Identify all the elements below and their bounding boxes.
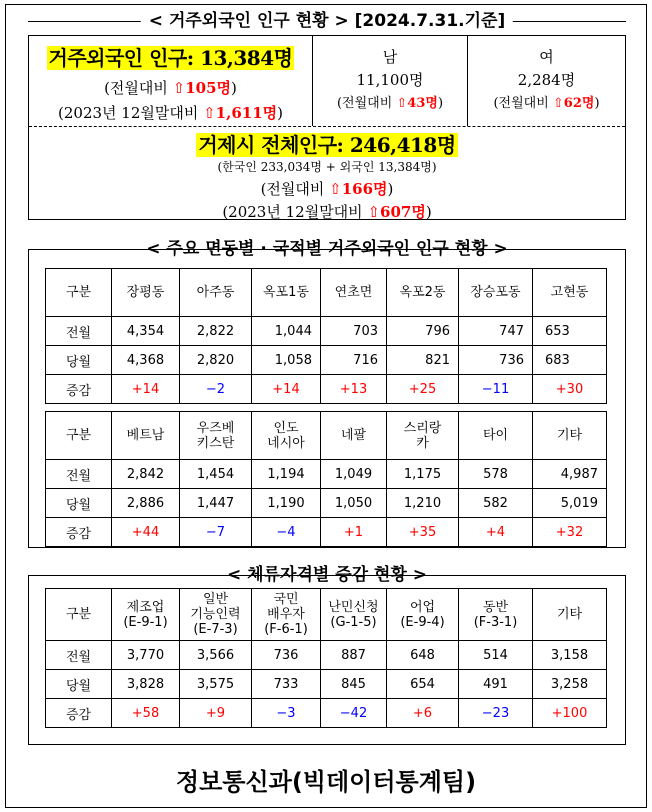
nationality-population-table (45, 411, 607, 547)
table-cell: 1,049 (321, 460, 387, 489)
section1-title: < 거주외국인 인구 현황 > [2024.7.31.기준] (141, 7, 513, 35)
dong-population-table (45, 268, 607, 404)
table-cell: +4 (459, 518, 533, 547)
table-cell: 2,842 (112, 460, 180, 489)
column-header: 네팔 (321, 412, 387, 460)
table-cell: 648 (387, 641, 459, 670)
foreign-prev-month-change: (전월대비 ⇧105명) (104, 79, 237, 97)
table-cell: 3,770 (112, 641, 180, 670)
table-cell: 2,820 (180, 346, 252, 375)
table-cell: +32 (533, 518, 607, 547)
foreign-population-total: 거주외국인 인구: 13,384명 (48, 46, 293, 70)
table-cell: 3,828 (112, 670, 180, 699)
column-header: 아주동 (180, 269, 252, 317)
row-label: 전월 (46, 317, 112, 346)
total-breakdown: (한국인 233,034명 + 외국인 13,384명) (217, 160, 437, 174)
table-header-row (46, 589, 607, 641)
female-change: (전월대비 ⇧62명) (493, 96, 600, 111)
table-cell: 887 (321, 641, 387, 670)
table-cell: +13 (321, 375, 387, 404)
female-summary (467, 36, 625, 126)
table-cell: 736 (252, 641, 321, 670)
table-row (46, 317, 607, 346)
table-cell: 845 (321, 670, 387, 699)
table-row (46, 460, 607, 489)
table-cell: +9 (180, 699, 252, 728)
table-cell: 716 (321, 346, 387, 375)
male-change: (전월대비 ⇧43명) (336, 96, 444, 111)
column-header: 타이 (459, 412, 533, 460)
table-cell: 653 (533, 317, 607, 346)
female-label: 여 (539, 48, 554, 66)
table-cell: 1,194 (252, 460, 321, 489)
table-row (46, 641, 607, 670)
summary-box (28, 35, 626, 220)
footer-department: 정보통신과(빅데이터통계팀) (175, 768, 477, 796)
table-cell: 3,258 (533, 670, 607, 699)
column-header: 동반 (F-3-1) (459, 589, 533, 641)
column-header: 구분 (46, 589, 112, 641)
row-label: 증감 (46, 699, 112, 728)
column-header: 고현동 (533, 269, 607, 317)
column-header: 기타 (533, 412, 607, 460)
table-cell: −3 (252, 699, 321, 728)
section1-title-bar (28, 7, 626, 35)
table-cell: 733 (252, 670, 321, 699)
table-cell: 3,566 (180, 641, 252, 670)
table-cell: 4,987 (533, 460, 607, 489)
foreign-population-summary (29, 36, 312, 126)
row-label: 당월 (46, 489, 112, 518)
table-cell: 1,447 (180, 489, 252, 518)
table-cell: 747 (459, 317, 533, 346)
table-cell: 736 (459, 346, 533, 375)
row-label: 전월 (46, 460, 112, 489)
table-cell: 1,454 (180, 460, 252, 489)
column-header: 우즈베 키스탄 (180, 412, 252, 460)
table-cell: +44 (112, 518, 180, 547)
row-label: 증감 (46, 518, 112, 547)
visa-status-table (45, 588, 607, 728)
male-label: 남 (382, 48, 398, 66)
table-cell: +30 (533, 375, 607, 404)
column-header: 스리랑 카 (387, 412, 459, 460)
table-cell: +14 (112, 375, 180, 404)
table-cell: −23 (459, 699, 533, 728)
column-header: 베트남 (112, 412, 180, 460)
table-cell: 578 (459, 460, 533, 489)
column-header: 연초면 (321, 269, 387, 317)
column-header: 인도 네시아 (252, 412, 321, 460)
section3-title: < 체류자격별 증감 현황 > (219, 561, 435, 589)
column-header: 장평동 (112, 269, 180, 317)
table-row (46, 670, 607, 699)
table-cell: 4,354 (112, 317, 180, 346)
table-cell: 4,368 (112, 346, 180, 375)
table-row (46, 346, 607, 375)
male-summary (312, 36, 467, 126)
table-cell: +35 (387, 518, 459, 547)
table-cell: +1 (321, 518, 387, 547)
row-label: 당월 (46, 670, 112, 699)
table-row (46, 699, 607, 728)
foreign-dec-change: (2023년 12월말대비 ⇧1,611명) (58, 104, 283, 122)
table-cell: −11 (459, 375, 533, 404)
table-cell: 821 (387, 346, 459, 375)
table-header-row (46, 412, 607, 460)
table-cell: 683 (533, 346, 607, 375)
column-header: 일반 기능인력 (E-7-3) (180, 589, 252, 641)
table-cell: 582 (459, 489, 533, 518)
table-cell: 1,050 (321, 489, 387, 518)
table-cell: 491 (459, 670, 533, 699)
table-cell: 3,575 (180, 670, 252, 699)
column-header: 기타 (533, 589, 607, 641)
column-header: 국민 배우자 (F-6-1) (252, 589, 321, 641)
table-cell: 5,019 (533, 489, 607, 518)
table-cell: +6 (387, 699, 459, 728)
total-prev-month-change: (전월대비 ⇧166명) (260, 180, 394, 198)
total-population: 거제시 전체인구: 246,418명 (198, 133, 456, 157)
column-header: 구분 (46, 412, 112, 460)
total-population-summary (29, 126, 625, 219)
column-header: 옥포2동 (387, 269, 459, 317)
column-header: 어업 (E-9-4) (387, 589, 459, 641)
table-cell: 2,822 (180, 317, 252, 346)
table-cell: +25 (387, 375, 459, 404)
table-cell: +58 (112, 699, 180, 728)
total-dec-change: (2023년 12월말대비 ⇧607명) (222, 203, 432, 221)
table-cell: −42 (321, 699, 387, 728)
table-cell: 2,886 (112, 489, 180, 518)
table-row (46, 489, 607, 518)
male-count: 11,100명 (356, 71, 424, 89)
row-label: 당월 (46, 346, 112, 375)
table-cell: 514 (459, 641, 533, 670)
row-label: 증감 (46, 375, 112, 404)
column-header: 제조업 (E-9-1) (112, 589, 180, 641)
section2-title: < 주요 면동별 · 국적별 거주외국인 인구 현황 > (138, 235, 515, 263)
table-cell: +14 (252, 375, 321, 404)
table-cell: 1,190 (252, 489, 321, 518)
table-cell: −2 (180, 375, 252, 404)
table-row (46, 375, 607, 404)
column-header: 옥포1동 (252, 269, 321, 317)
table-cell: −7 (180, 518, 252, 547)
table-cell: 654 (387, 670, 459, 699)
column-header: 구분 (46, 269, 112, 317)
table-row (46, 518, 607, 547)
table-cell: 1,210 (387, 489, 459, 518)
column-header: 난민신청 (G-1-5) (321, 589, 387, 641)
table-cell: 1,044 (252, 317, 321, 346)
table-cell: 1,058 (252, 346, 321, 375)
table-cell: 703 (321, 317, 387, 346)
table-header-row (46, 269, 607, 317)
female-count: 2,284명 (517, 71, 576, 89)
table-cell: +100 (533, 699, 607, 728)
table-cell: 3,158 (533, 641, 607, 670)
column-header: 장승포동 (459, 269, 533, 317)
table-cell: −4 (252, 518, 321, 547)
table-cell: 796 (387, 317, 459, 346)
table-cell: 1,175 (387, 460, 459, 489)
row-label: 전월 (46, 641, 112, 670)
